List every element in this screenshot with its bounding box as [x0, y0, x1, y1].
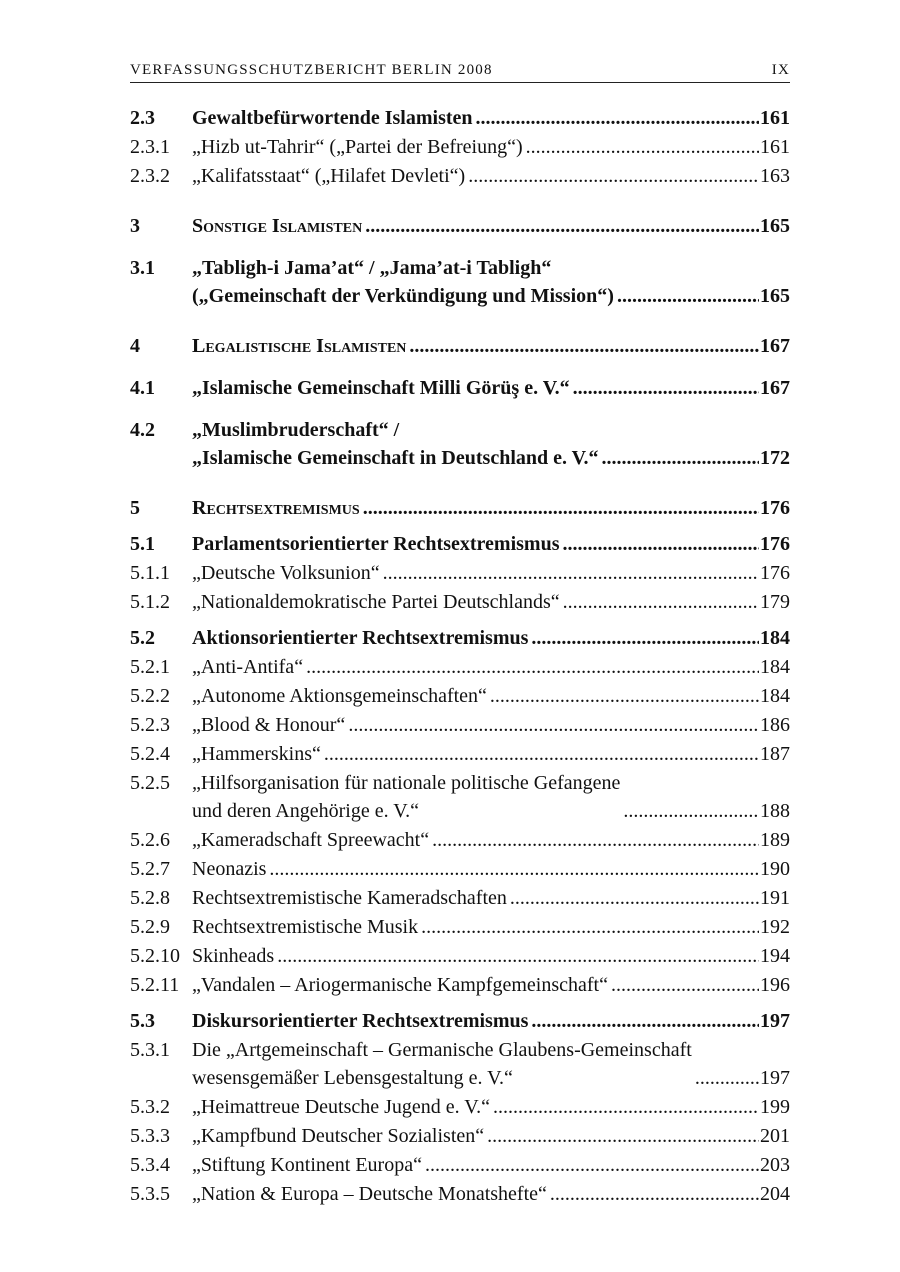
toc-entry-number: 5.2.8	[130, 887, 170, 909]
toc-entry[interactable]	[130, 1093, 790, 1121]
toc-entry[interactable]	[130, 162, 790, 190]
toc-entry-number: 5.3.3	[130, 1125, 170, 1147]
toc-entry-number: 5.2.6	[130, 829, 170, 851]
toc-entry-title: Neonazis	[192, 858, 267, 880]
dot-leader	[348, 711, 759, 739]
toc-entry-number: 5.2.10	[130, 945, 180, 967]
toc-entry-title: Skinheads	[192, 945, 275, 967]
toc-entry-page: 184	[760, 685, 790, 707]
toc-entry-page: 179	[760, 591, 790, 613]
dot-leader	[365, 212, 759, 240]
toc-entry-title: „Anti-Antifa“	[192, 656, 304, 678]
toc-entry-page: 186	[760, 714, 790, 736]
toc-entry-number: 3.1	[130, 257, 155, 279]
dot-leader	[550, 1180, 759, 1208]
toc-entry-page: 163	[760, 165, 790, 187]
toc-entry[interactable]	[130, 913, 790, 941]
toc-entry[interactable]	[130, 530, 790, 558]
toc-entry-page: 165	[760, 215, 790, 237]
toc-entry-title: Rechtsextremismus	[192, 497, 360, 519]
toc-entry-title: „Hilfsorganisation für nationale politische Gefangene und deren Angehörige e. V.“	[192, 772, 621, 822]
toc-entry[interactable]	[130, 624, 790, 652]
toc-entry-number: 5.3	[130, 1010, 155, 1032]
toc-entry-number: 5.2.11	[130, 974, 180, 996]
toc-entry[interactable]	[130, 494, 790, 522]
dot-leader	[602, 444, 759, 472]
dot-leader	[476, 104, 759, 132]
toc-entry-title: „Kameradschaft Spreewacht“	[192, 829, 430, 851]
toc-entry-title: „Deutsche Volksunion“	[192, 562, 380, 584]
toc-entry-page: 161	[760, 136, 790, 158]
toc-entry-title: Aktionsorientierter Rechtsextremismus	[192, 627, 529, 649]
toc-entry-page: 189	[760, 829, 790, 851]
toc-entry[interactable]	[130, 711, 790, 739]
toc-entry-page: 176	[760, 533, 790, 555]
toc-entry-title: „Islamische Gemeinschaft Milli Görüş e. V.“	[192, 377, 570, 399]
toc-entry-title: „Kampfbund Deutscher Sozialisten“	[192, 1125, 485, 1147]
toc-entry[interactable]	[130, 855, 790, 883]
toc-entry-page: 194	[760, 945, 790, 967]
toc-entry-page: 190	[760, 858, 790, 880]
dot-leader	[573, 374, 759, 402]
dot-leader	[487, 1122, 759, 1150]
dot-leader	[526, 133, 759, 161]
toc-entry-page: 188	[760, 800, 790, 822]
toc-entry[interactable]	[130, 1036, 790, 1092]
toc-entry-title: Legalistische Islamisten	[192, 335, 407, 357]
running-header	[130, 62, 790, 83]
toc-entry[interactable]	[130, 826, 790, 854]
toc-entry-title: „Tabligh-i Jama’at“ / „Jama’at-i Tabligh“ („Gemeinschaft der Verkündigung und Mission“)	[192, 257, 614, 307]
toc-entry-title: „Nationaldemokratische Partei Deutschlands“	[192, 591, 560, 613]
dot-leader	[269, 855, 759, 883]
toc-entry[interactable]	[130, 740, 790, 768]
toc-entry-number: 2.3	[130, 107, 155, 129]
dot-leader	[493, 1093, 759, 1121]
toc-entry[interactable]	[130, 1122, 790, 1150]
toc-entry-title: „Autonome Aktionsgemeinschaften“	[192, 685, 487, 707]
toc-entry-title: Rechtsextremistische Kameradschaften	[192, 887, 507, 909]
dot-leader	[432, 826, 759, 854]
dot-leader	[562, 530, 759, 558]
dot-leader	[617, 282, 759, 310]
table-of-contents	[130, 103, 790, 1208]
toc-entry-title: Parlamentsorientierter Rechtsextremismus	[192, 533, 560, 555]
toc-entry[interactable]	[130, 559, 790, 587]
header-title: VERFASSUNGSSCHUTZBERICHT BERLIN 2008	[130, 62, 493, 78]
toc-entry-page: 197	[760, 1010, 790, 1032]
toc-entry-number: 5.2.1	[130, 656, 170, 678]
dot-leader	[306, 653, 759, 681]
toc-entry-page: 165	[760, 285, 790, 307]
toc-entry[interactable]	[130, 1151, 790, 1179]
toc-entry-title: Die „Artgemeinschaft – Germanische Glaubens-Gemeinschaft wesensgemäßer Lebensgestaltung e. V.“	[192, 1039, 692, 1089]
toc-entry-page: 184	[760, 656, 790, 678]
dot-leader	[563, 588, 759, 616]
dot-leader	[510, 884, 759, 912]
toc-entry-number: 2.3.2	[130, 165, 170, 187]
toc-entry-number: 5.2.3	[130, 714, 170, 736]
toc-entry-page: 176	[760, 562, 790, 584]
toc-entry-number: 5.2.4	[130, 743, 170, 765]
toc-entry-title: „Hizb ut-Tahrir“ („Partei der Befreiung“)	[192, 136, 523, 158]
dot-leader	[383, 559, 759, 587]
toc-entry[interactable]	[130, 133, 790, 161]
toc-entry-title: „Stiftung Kontinent Europa“	[192, 1154, 422, 1176]
toc-entry-page: 199	[760, 1096, 790, 1118]
toc-entry-page: 167	[760, 335, 790, 357]
toc-entry-title: Rechtsextremistische Musik	[192, 916, 419, 938]
dot-leader	[409, 332, 759, 360]
toc-entry-title: „Muslimbruderschaft“ / „Islamische Gemeinschaft in Deutschland e. V.“	[192, 419, 599, 469]
toc-entry-number: 5.1	[130, 533, 155, 555]
toc-entry-number: 5.3.4	[130, 1154, 170, 1176]
toc-entry-page: 197	[760, 1067, 790, 1089]
toc-entry-title: Sonstige Islamisten	[192, 215, 363, 237]
toc-entry-page: 203	[760, 1154, 790, 1176]
toc-entry[interactable]	[130, 653, 790, 681]
toc-entry-number: 5.3.2	[130, 1096, 170, 1118]
toc-entry-page: 196	[760, 974, 790, 996]
toc-entry-page: 161	[760, 107, 790, 129]
toc-entry-page: 201	[760, 1125, 790, 1147]
toc-entry-number: 4.1	[130, 377, 155, 399]
toc-entry-page: 184	[760, 627, 790, 649]
toc-entry-number: 5.2	[130, 627, 155, 649]
dot-leader	[611, 971, 759, 999]
toc-entry[interactable]	[130, 1180, 790, 1208]
toc-entry[interactable]	[130, 769, 790, 825]
toc-entry-title: „Kalifatsstaat“ („Hilafet Devleti“)	[192, 165, 466, 187]
dot-leader	[425, 1151, 759, 1179]
toc-entry-title: Diskursorientierter Rechtsextremismus	[192, 1010, 529, 1032]
toc-entry-number: 5.2.5	[130, 772, 170, 794]
dot-leader	[324, 740, 759, 768]
dot-leader	[531, 624, 759, 652]
toc-entry-page: 192	[760, 916, 790, 938]
toc-entry-number: 4.2	[130, 419, 155, 441]
toc-entry-title: „Vandalen – Ariogermanische Kampfgemeinschaft“	[192, 974, 608, 996]
header-page-number: IX	[771, 62, 790, 78]
dot-leader	[490, 682, 759, 710]
dot-leader	[695, 1064, 759, 1092]
dot-leader	[531, 1007, 759, 1035]
toc-entry[interactable]	[130, 212, 790, 240]
toc-entry-page: 172	[760, 447, 790, 469]
toc-entry[interactable]	[130, 682, 790, 710]
toc-entry[interactable]	[130, 416, 790, 472]
toc-entry[interactable]	[130, 942, 790, 970]
toc-entry-title: „Hammerskins“	[192, 743, 321, 765]
toc-entry-number: 5.1.1	[130, 562, 170, 584]
toc-entry-title: Gewaltbefürwortende Islamisten	[192, 107, 473, 129]
dot-leader	[421, 913, 759, 941]
toc-entry[interactable]	[130, 104, 790, 132]
toc-entry[interactable]	[130, 1007, 790, 1035]
toc-entry-page: 176	[760, 497, 790, 519]
toc-entry-number: 5.2.9	[130, 916, 170, 938]
toc-entry-title: „Heimattreue Deutsche Jugend e. V.“	[192, 1096, 491, 1118]
toc-entry[interactable]	[130, 971, 790, 999]
toc-entry-number: 5	[130, 497, 140, 519]
dot-leader	[363, 494, 759, 522]
toc-entry-number: 5.2.2	[130, 685, 170, 707]
toc-entry-page: 204	[760, 1183, 790, 1205]
dot-leader	[468, 162, 759, 190]
toc-entry-page: 187	[760, 743, 790, 765]
toc-entry-number: 2.3.1	[130, 136, 170, 158]
toc-entry-title: „Nation & Europa – Deutsche Monatshefte“	[192, 1183, 547, 1205]
dot-leader	[277, 942, 759, 970]
toc-entry[interactable]	[130, 588, 790, 616]
toc-entry-number: 5.3.1	[130, 1039, 170, 1061]
toc-entry[interactable]	[130, 884, 790, 912]
toc-entry-page: 191	[760, 887, 790, 909]
toc-entry-number: 3	[130, 215, 140, 237]
toc-entry-number: 5.2.7	[130, 858, 170, 880]
toc-entry-number: 5.1.2	[130, 591, 170, 613]
toc-entry[interactable]	[130, 254, 790, 310]
toc-entry-number: 4	[130, 335, 140, 357]
toc-entry-title: „Blood & Honour“	[192, 714, 346, 736]
toc-entry[interactable]	[130, 332, 790, 360]
toc-entry-page: 167	[760, 377, 790, 399]
toc-entry-number: 5.3.5	[130, 1183, 170, 1205]
toc-entry[interactable]	[130, 374, 790, 402]
dot-leader	[623, 797, 759, 825]
